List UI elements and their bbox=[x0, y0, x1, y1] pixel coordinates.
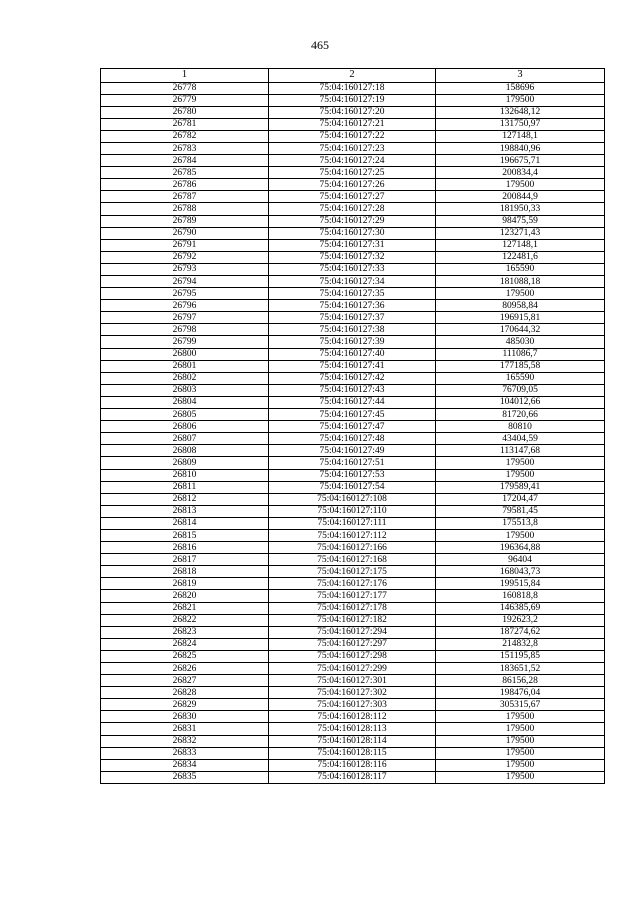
row-number-cell: 26814 bbox=[101, 517, 269, 529]
value-cell: 181088,18 bbox=[436, 276, 605, 288]
row-number-cell: 26780 bbox=[101, 106, 269, 118]
cadastral-number-cell: 75:04:160128:115 bbox=[269, 747, 436, 759]
value-cell: 175513,8 bbox=[436, 517, 605, 529]
table-row bbox=[101, 191, 605, 203]
value-cell: 80958,84 bbox=[436, 300, 605, 312]
value-cell: 168043,73 bbox=[436, 566, 605, 578]
value-cell: 199515,84 bbox=[436, 578, 605, 590]
table-row bbox=[101, 300, 605, 312]
row-number-cell: 26823 bbox=[101, 626, 269, 638]
cadastral-number-cell: 75:04:160127:108 bbox=[269, 493, 436, 505]
row-number-cell: 26825 bbox=[101, 650, 269, 662]
row-number-cell: 26811 bbox=[101, 481, 269, 493]
cadastral-number-cell: 75:04:160127:27 bbox=[269, 191, 436, 203]
cadastral-number-cell: 75:04:160128:114 bbox=[269, 735, 436, 747]
row-number-cell: 26827 bbox=[101, 675, 269, 687]
value-cell: 127148,1 bbox=[436, 239, 605, 251]
value-cell: 196364,88 bbox=[436, 542, 605, 554]
value-cell: 127148,1 bbox=[436, 130, 605, 142]
row-number-cell: 26785 bbox=[101, 167, 269, 179]
table-row bbox=[101, 179, 605, 191]
table-row bbox=[101, 638, 605, 650]
row-number-cell: 26824 bbox=[101, 638, 269, 650]
value-cell: 111086,7 bbox=[436, 348, 605, 360]
value-cell: 179500 bbox=[436, 735, 605, 747]
table-row bbox=[101, 227, 605, 239]
cadastral-number-cell: 75:04:160127:298 bbox=[269, 650, 436, 662]
value-cell: 132648,12 bbox=[436, 106, 605, 118]
value-cell: 305315,67 bbox=[436, 699, 605, 711]
cadastral-number-cell: 75:04:160127:53 bbox=[269, 469, 436, 481]
row-number-cell: 26791 bbox=[101, 239, 269, 251]
table-row bbox=[101, 167, 605, 179]
row-number-cell: 26807 bbox=[101, 433, 269, 445]
cadastral-number-cell: 75:04:160127:19 bbox=[269, 94, 436, 106]
table-row bbox=[101, 626, 605, 638]
row-number-cell: 26819 bbox=[101, 578, 269, 590]
cadastral-number-cell: 75:04:160127:31 bbox=[269, 239, 436, 251]
cadastral-number-cell: 75:04:160127:42 bbox=[269, 372, 436, 384]
cadastral-number-cell: 75:04:160127:33 bbox=[269, 263, 436, 275]
row-number-cell: 26792 bbox=[101, 251, 269, 263]
table-row bbox=[101, 130, 605, 142]
value-cell: 151195,85 bbox=[436, 650, 605, 662]
value-cell: 179500 bbox=[436, 711, 605, 723]
table-row bbox=[101, 759, 605, 771]
row-number-cell: 26832 bbox=[101, 735, 269, 747]
table-row bbox=[101, 542, 605, 554]
cadastral-number-cell: 75:04:160127:28 bbox=[269, 203, 436, 215]
cadastral-number-cell: 75:04:160127:111 bbox=[269, 517, 436, 529]
table-row bbox=[101, 433, 605, 445]
cadastral-number-cell: 75:04:160127:49 bbox=[269, 445, 436, 457]
row-number-cell: 26800 bbox=[101, 348, 269, 360]
table-row bbox=[101, 735, 605, 747]
cadastral-number-cell: 75:04:160127:20 bbox=[269, 106, 436, 118]
cadastral-number-cell: 75:04:160127:18 bbox=[269, 82, 436, 94]
row-number-cell: 26787 bbox=[101, 191, 269, 203]
row-number-cell: 26809 bbox=[101, 457, 269, 469]
table-row bbox=[101, 106, 605, 118]
row-number-cell: 26822 bbox=[101, 614, 269, 626]
cadastral-number-cell: 75:04:160127:182 bbox=[269, 614, 436, 626]
cadastral-number-cell: 75:04:160127:24 bbox=[269, 155, 436, 167]
value-cell: 192623,2 bbox=[436, 614, 605, 626]
cadastral-number-cell: 75:04:160127:36 bbox=[269, 300, 436, 312]
value-cell: 123271,43 bbox=[436, 227, 605, 239]
row-number-cell: 26826 bbox=[101, 663, 269, 675]
row-number-cell: 26806 bbox=[101, 421, 269, 433]
table-row bbox=[101, 723, 605, 735]
table-row bbox=[101, 554, 605, 566]
cadastral-number-cell: 75:04:160127:299 bbox=[269, 663, 436, 675]
row-number-cell: 26831 bbox=[101, 723, 269, 735]
cadastral-number-cell: 75:04:160127:35 bbox=[269, 288, 436, 300]
value-cell: 165590 bbox=[436, 372, 605, 384]
row-number-cell: 26805 bbox=[101, 409, 269, 421]
row-number-cell: 26786 bbox=[101, 179, 269, 191]
cadastral-number-cell: 75:04:160127:25 bbox=[269, 167, 436, 179]
table-row bbox=[101, 469, 605, 481]
row-number-cell: 26802 bbox=[101, 372, 269, 384]
row-number-cell: 26821 bbox=[101, 602, 269, 614]
row-number-cell: 26812 bbox=[101, 493, 269, 505]
value-cell: 179500 bbox=[436, 288, 605, 300]
page-number: 465 bbox=[311, 38, 329, 52]
cadastral-number-cell: 75:04:160127:44 bbox=[269, 396, 436, 408]
table-row bbox=[101, 215, 605, 227]
row-number-cell: 26799 bbox=[101, 336, 269, 348]
table-row bbox=[101, 239, 605, 251]
value-cell: 170644,32 bbox=[436, 324, 605, 336]
table-row bbox=[101, 445, 605, 457]
cadastral-number-cell: 75:04:160127:177 bbox=[269, 590, 436, 602]
value-cell: 76709,05 bbox=[436, 384, 605, 396]
cadastral-number-cell: 75:04:160127:45 bbox=[269, 409, 436, 421]
value-cell: 98475,59 bbox=[436, 215, 605, 227]
table-row bbox=[101, 384, 605, 396]
cadastral-number-cell: 75:04:160127:47 bbox=[269, 421, 436, 433]
table-row bbox=[101, 493, 605, 505]
cadastral-number-cell: 75:04:160127:301 bbox=[269, 675, 436, 687]
value-cell: 17204,47 bbox=[436, 493, 605, 505]
table-row bbox=[101, 421, 605, 433]
table-row bbox=[101, 663, 605, 675]
row-number-cell: 26808 bbox=[101, 445, 269, 457]
row-number-cell: 26789 bbox=[101, 215, 269, 227]
cadastral-number-cell: 75:04:160127:22 bbox=[269, 130, 436, 142]
column-header-3: 3 bbox=[436, 69, 605, 83]
table-row bbox=[101, 360, 605, 372]
value-cell: 160818,8 bbox=[436, 590, 605, 602]
row-number-cell: 26794 bbox=[101, 276, 269, 288]
cadastral-number-cell: 75:04:160128:117 bbox=[269, 771, 436, 783]
row-number-cell: 26784 bbox=[101, 155, 269, 167]
value-cell: 179589,41 bbox=[436, 481, 605, 493]
row-number-cell: 26781 bbox=[101, 118, 269, 130]
table-row bbox=[101, 457, 605, 469]
row-number-cell: 26816 bbox=[101, 542, 269, 554]
value-cell: 146385,69 bbox=[436, 602, 605, 614]
value-cell: 179500 bbox=[436, 529, 605, 541]
table-row bbox=[101, 675, 605, 687]
row-number-cell: 26828 bbox=[101, 687, 269, 699]
cadastral-number-cell: 75:04:160127:176 bbox=[269, 578, 436, 590]
value-cell: 179500 bbox=[436, 457, 605, 469]
value-cell: 179500 bbox=[436, 469, 605, 481]
row-number-cell: 26778 bbox=[101, 82, 269, 94]
row-number-cell: 26830 bbox=[101, 711, 269, 723]
table-header bbox=[101, 69, 605, 83]
row-number-cell: 26829 bbox=[101, 699, 269, 711]
row-number-cell: 26801 bbox=[101, 360, 269, 372]
value-cell: 165590 bbox=[436, 263, 605, 275]
value-cell: 179500 bbox=[436, 723, 605, 735]
row-number-cell: 26796 bbox=[101, 300, 269, 312]
cadastral-number-cell: 75:04:160127:175 bbox=[269, 566, 436, 578]
cadastral-number-cell: 75:04:160127:32 bbox=[269, 251, 436, 263]
row-number-cell: 26835 bbox=[101, 771, 269, 783]
row-number-cell: 26810 bbox=[101, 469, 269, 481]
table-row bbox=[101, 288, 605, 300]
table-row bbox=[101, 118, 605, 130]
table-row bbox=[101, 771, 605, 783]
table-row bbox=[101, 251, 605, 263]
table-body bbox=[101, 82, 605, 783]
row-number-cell: 26797 bbox=[101, 312, 269, 324]
value-cell: 485030 bbox=[436, 336, 605, 348]
cadastral-number-cell: 75:04:160128:112 bbox=[269, 711, 436, 723]
value-cell: 81720,66 bbox=[436, 409, 605, 421]
cadastral-number-cell: 75:04:160127:38 bbox=[269, 324, 436, 336]
value-cell: 200844,9 bbox=[436, 191, 605, 203]
value-cell: 179500 bbox=[436, 747, 605, 759]
table-row bbox=[101, 590, 605, 602]
cadastral-number-cell: 75:04:160127:178 bbox=[269, 602, 436, 614]
value-cell: 104012,66 bbox=[436, 396, 605, 408]
cadastral-number-cell: 75:04:160127:26 bbox=[269, 179, 436, 191]
table-row bbox=[101, 602, 605, 614]
table-row bbox=[101, 409, 605, 421]
value-cell: 43404,59 bbox=[436, 433, 605, 445]
cadastral-number-cell: 75:04:160127:112 bbox=[269, 529, 436, 541]
row-number-cell: 26818 bbox=[101, 566, 269, 578]
value-cell: 200834,4 bbox=[436, 167, 605, 179]
row-number-cell: 26783 bbox=[101, 142, 269, 154]
table-row bbox=[101, 348, 605, 360]
table-row bbox=[101, 650, 605, 662]
cadastral-number-cell: 75:04:160127:294 bbox=[269, 626, 436, 638]
value-cell: 179500 bbox=[436, 771, 605, 783]
table-row bbox=[101, 94, 605, 106]
cadastral-number-cell: 75:04:160127:39 bbox=[269, 336, 436, 348]
table-row bbox=[101, 336, 605, 348]
value-cell: 196675,71 bbox=[436, 155, 605, 167]
table-row bbox=[101, 203, 605, 215]
table-row bbox=[101, 505, 605, 517]
cadastral-number-cell: 75:04:160127:29 bbox=[269, 215, 436, 227]
table-row bbox=[101, 82, 605, 94]
row-number-cell: 26834 bbox=[101, 759, 269, 771]
table-row bbox=[101, 324, 605, 336]
row-number-cell: 26820 bbox=[101, 590, 269, 602]
column-header-1: 1 bbox=[101, 69, 269, 83]
cadastral-number-cell: 75:04:160127:51 bbox=[269, 457, 436, 469]
value-cell: 131750,97 bbox=[436, 118, 605, 130]
cadastral-number-cell: 75:04:160127:21 bbox=[269, 118, 436, 130]
value-cell: 79581,45 bbox=[436, 505, 605, 517]
row-number-cell: 26815 bbox=[101, 529, 269, 541]
row-number-cell: 26779 bbox=[101, 94, 269, 106]
cadastral-number-cell: 75:04:160127:302 bbox=[269, 687, 436, 699]
table-row bbox=[101, 396, 605, 408]
cadastral-number-cell: 75:04:160127:37 bbox=[269, 312, 436, 324]
row-number-cell: 26803 bbox=[101, 384, 269, 396]
value-cell: 122481,6 bbox=[436, 251, 605, 263]
table-row bbox=[101, 529, 605, 541]
cadastral-number-cell: 75:04:160127:168 bbox=[269, 554, 436, 566]
table-row bbox=[101, 481, 605, 493]
column-header-2: 2 bbox=[269, 69, 436, 83]
cadastral-number-cell: 75:04:160127:30 bbox=[269, 227, 436, 239]
value-cell: 196915,81 bbox=[436, 312, 605, 324]
value-cell: 181950,33 bbox=[436, 203, 605, 215]
value-cell: 80810 bbox=[436, 421, 605, 433]
row-number-cell: 26804 bbox=[101, 396, 269, 408]
cadastral-number-cell: 75:04:160127:297 bbox=[269, 638, 436, 650]
table-row bbox=[101, 517, 605, 529]
table-row bbox=[101, 142, 605, 154]
cadastral-number-cell: 75:04:160127:48 bbox=[269, 433, 436, 445]
value-cell: 183651,52 bbox=[436, 663, 605, 675]
row-number-cell: 26795 bbox=[101, 288, 269, 300]
table-row bbox=[101, 747, 605, 759]
table-row bbox=[101, 312, 605, 324]
value-cell: 179500 bbox=[436, 759, 605, 771]
cadastral-number-cell: 75:04:160128:113 bbox=[269, 723, 436, 735]
cadastral-number-cell: 75:04:160127:54 bbox=[269, 481, 436, 493]
value-cell: 158696 bbox=[436, 82, 605, 94]
row-number-cell: 26790 bbox=[101, 227, 269, 239]
header-row bbox=[101, 69, 605, 83]
row-number-cell: 26788 bbox=[101, 203, 269, 215]
value-cell: 86156,28 bbox=[436, 675, 605, 687]
table-row bbox=[101, 711, 605, 723]
value-cell: 113147,68 bbox=[436, 445, 605, 457]
cadastral-number-cell: 75:04:160127:303 bbox=[269, 699, 436, 711]
table-row bbox=[101, 276, 605, 288]
cadastral-number-cell: 75:04:160127:23 bbox=[269, 142, 436, 154]
row-number-cell: 26793 bbox=[101, 263, 269, 275]
cadastral-number-cell: 75:04:160127:34 bbox=[269, 276, 436, 288]
value-cell: 179500 bbox=[436, 179, 605, 191]
data-table bbox=[100, 68, 605, 784]
table-row bbox=[101, 614, 605, 626]
table-row bbox=[101, 372, 605, 384]
cadastral-number-cell: 75:04:160127:41 bbox=[269, 360, 436, 372]
table-row bbox=[101, 566, 605, 578]
table-row bbox=[101, 687, 605, 699]
table-row bbox=[101, 263, 605, 275]
cadastral-number-cell: 75:04:160127:166 bbox=[269, 542, 436, 554]
value-cell: 198840,96 bbox=[436, 142, 605, 154]
row-number-cell: 26798 bbox=[101, 324, 269, 336]
row-number-cell: 26817 bbox=[101, 554, 269, 566]
table-row bbox=[101, 578, 605, 590]
cadastral-number-cell: 75:04:160127:40 bbox=[269, 348, 436, 360]
row-number-cell: 26833 bbox=[101, 747, 269, 759]
value-cell: 177185,58 bbox=[436, 360, 605, 372]
value-cell: 214832,8 bbox=[436, 638, 605, 650]
table-row bbox=[101, 155, 605, 167]
value-cell: 187274,62 bbox=[436, 626, 605, 638]
row-number-cell: 26813 bbox=[101, 505, 269, 517]
value-cell: 198476,04 bbox=[436, 687, 605, 699]
cadastral-number-cell: 75:04:160127:43 bbox=[269, 384, 436, 396]
value-cell: 96404 bbox=[436, 554, 605, 566]
row-number-cell: 26782 bbox=[101, 130, 269, 142]
cadastral-number-cell: 75:04:160128:116 bbox=[269, 759, 436, 771]
value-cell: 179500 bbox=[436, 94, 605, 106]
cadastral-number-cell: 75:04:160127:110 bbox=[269, 505, 436, 517]
table-row bbox=[101, 699, 605, 711]
